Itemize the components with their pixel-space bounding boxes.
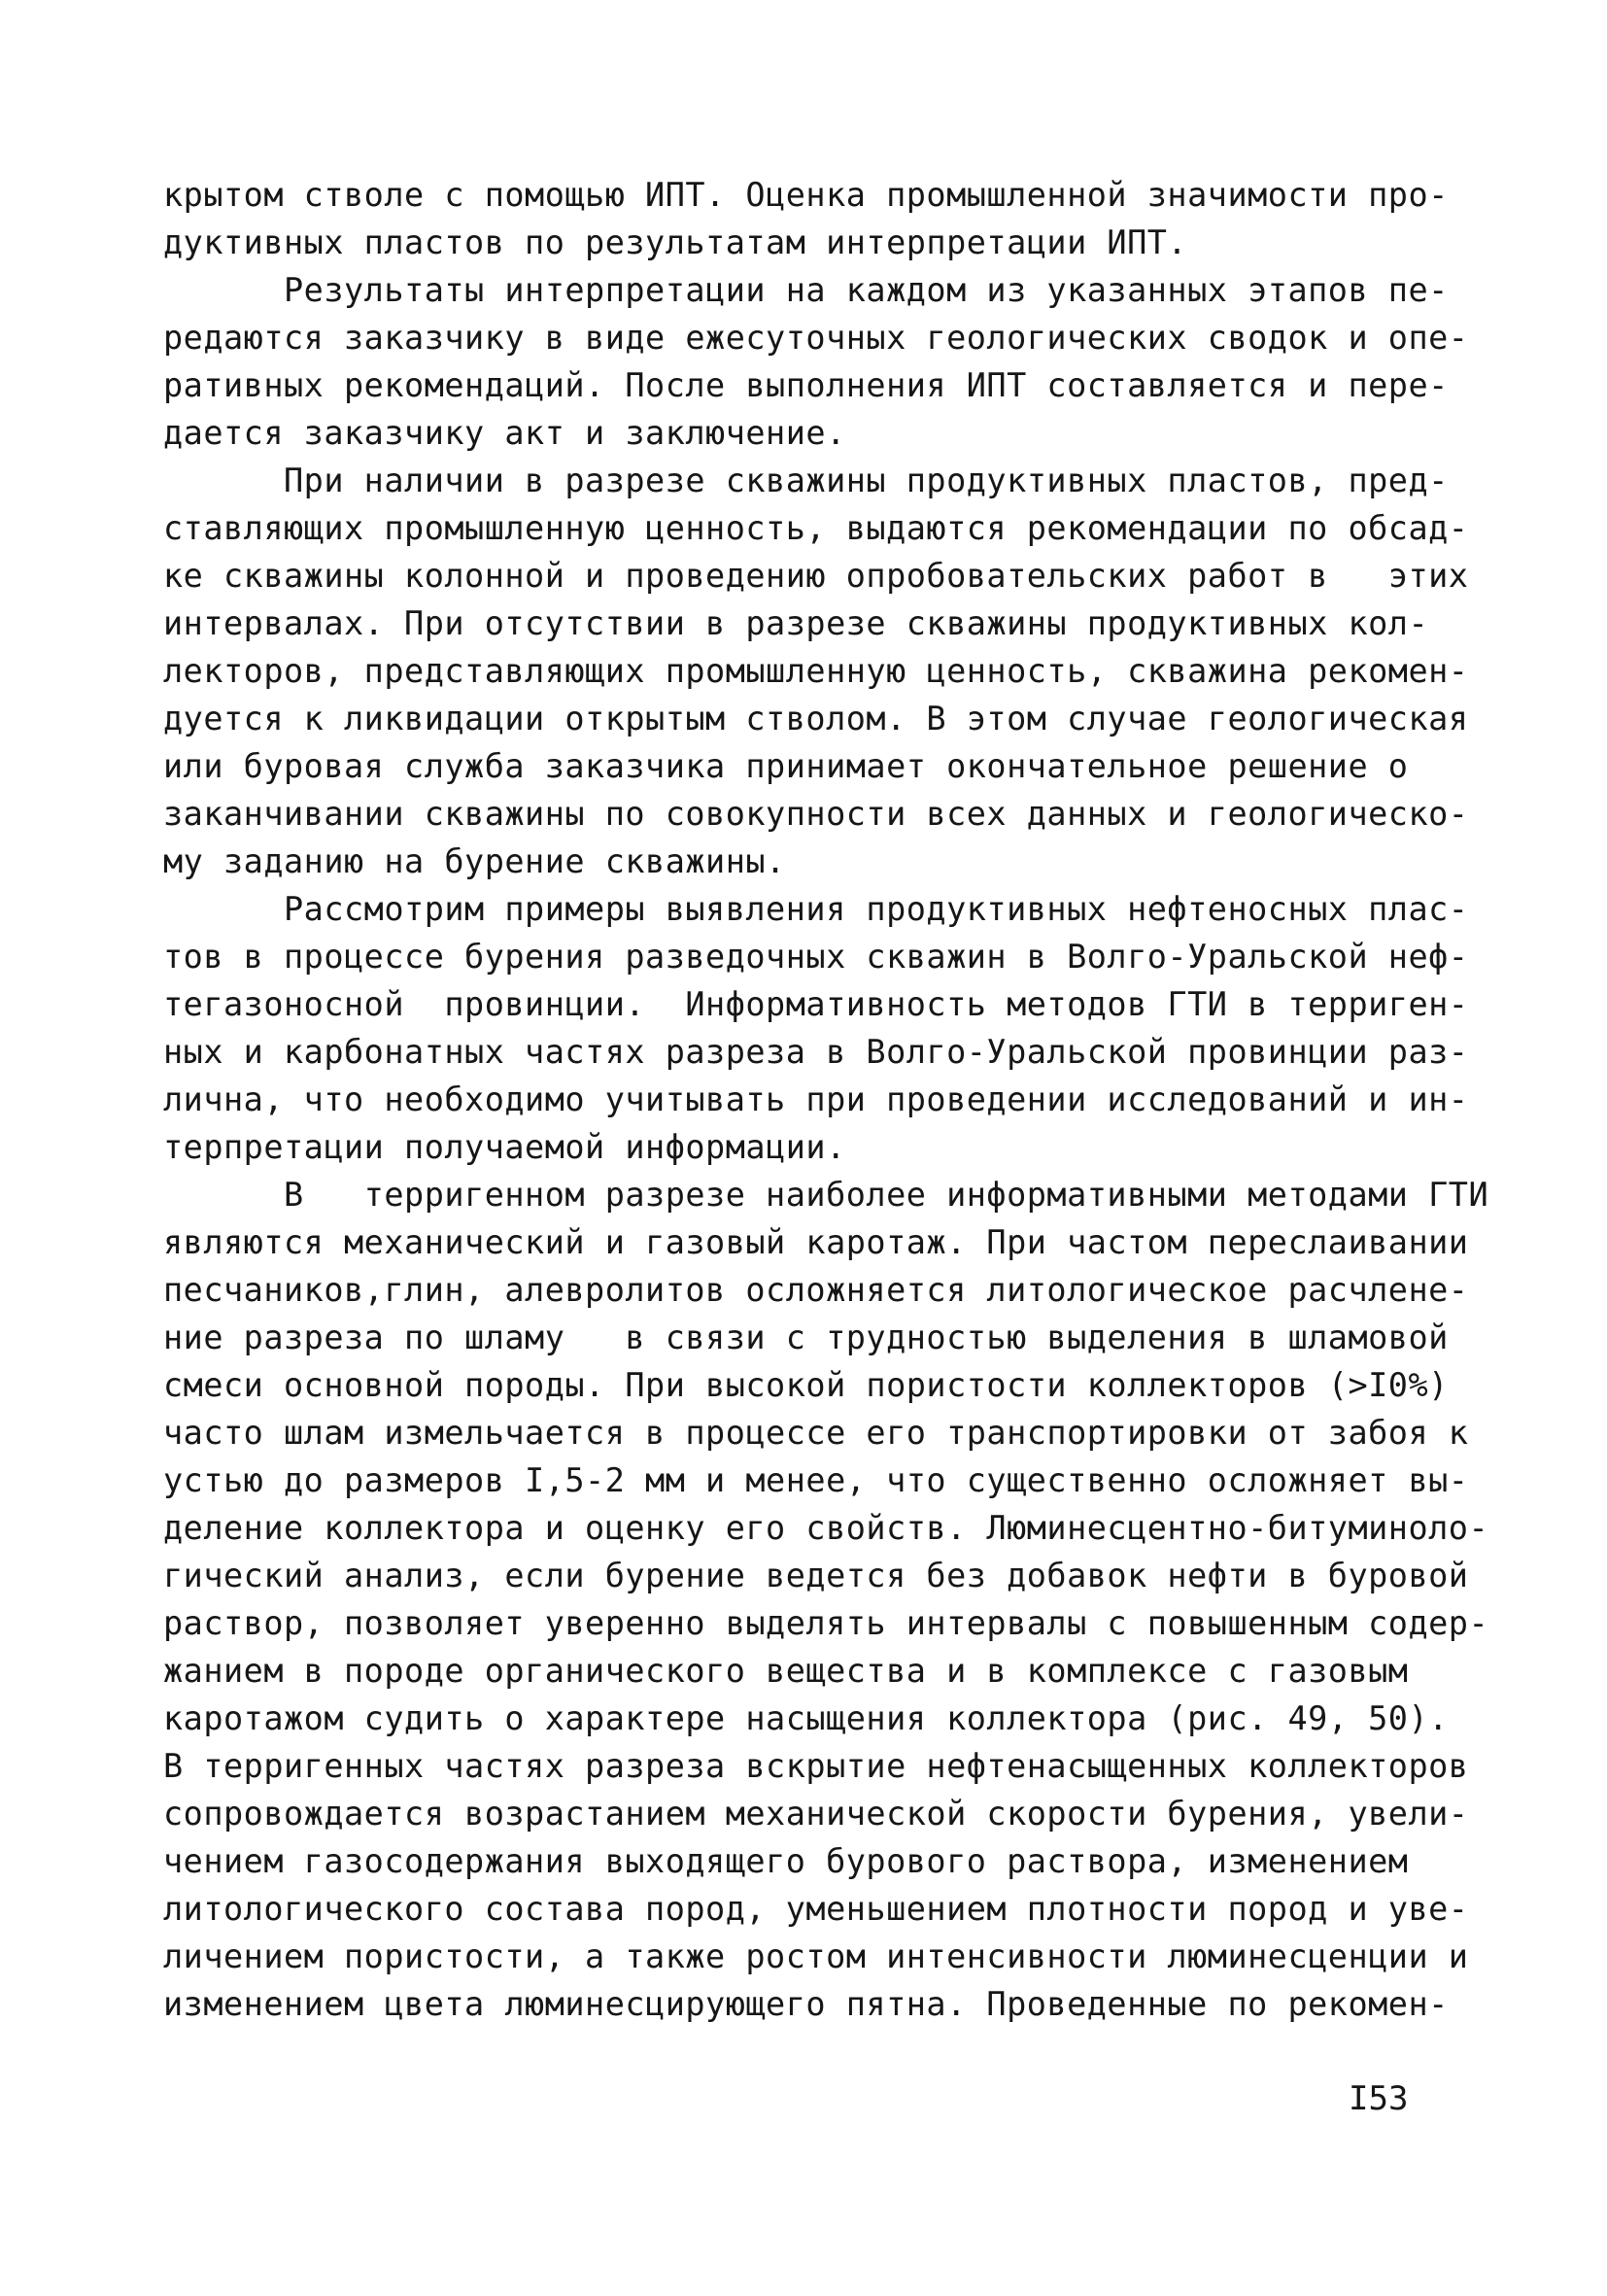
text-line: тегазоносной провинции. Информативность методов ГТИ в терриген- xyxy=(163,985,1469,1023)
text-line: дуется к ликвидации открытым стволом. В этом случае геологическая xyxy=(163,700,1469,737)
text-line: крытом стволе с помощью ИПТ. Оценка промышленной значимости про- xyxy=(163,176,1449,214)
text-line: лична, что необходимо учитывать при проведении исследований и ин- xyxy=(163,1080,1469,1118)
text-line: чением газосодержания выходящего бурового раствора, изменением xyxy=(163,1842,1409,1880)
text-line: раствор, позволяет уверенно выделять интервалы с повышенным содер- xyxy=(163,1604,1489,1642)
text-line: интервалах. При отсутствии в разрезе скважины продуктивных кол- xyxy=(163,604,1429,642)
text-line: личением пористости, а также ростом интенсивности люминесценции и xyxy=(163,1937,1469,1975)
text-line: литологического состава пород, уменьшением плотности пород и уве- xyxy=(163,1890,1469,1928)
text-line: смеси основной породы. При высокой пористости коллекторов (>I0%) xyxy=(163,1366,1449,1404)
text-line: ставляющих промышленную ценность, выдаются рекомендации по обсад- xyxy=(163,509,1469,547)
text-line: являются механический и газовый каротаж. При частом переслаивании xyxy=(163,1223,1469,1261)
text-line: жанием в породе органического вещества и в комплексе с газовым xyxy=(163,1652,1409,1690)
text-line: заканчивании скважины по совокупности всех данных и геологическо- xyxy=(163,795,1469,833)
text-line: Результаты интерпретации на каждом из указанных этапов пе- xyxy=(163,271,1449,309)
text-line: часто шлам измельчается в процессе его транспортировки от забоя к xyxy=(163,1414,1469,1452)
text-line: устью до размеров I,5-2 мм и менее, что существенно осложняет вы- xyxy=(163,1461,1469,1499)
text-line: ние разреза по шламу в связи с трудностью выделения в шламовой xyxy=(163,1319,1449,1356)
text-line: ративных рекомендаций. После выполнения ИПТ составляется и пере- xyxy=(163,366,1449,404)
text-line: Рассмотрим примеры выявления продуктивных нефтеносных плас- xyxy=(163,890,1469,928)
text-line: редаются заказчику в виде ежесуточных геологических сводок и опе- xyxy=(163,319,1469,357)
text-line: В терригенных частях разреза вскрытие нефтенасыщенных коллекторов xyxy=(163,1747,1469,1785)
text-line: изменением цвета люминесцирующего пятна. Проведенные по рекомен- xyxy=(163,1985,1449,2023)
text-line: гический анализ, если бурение ведется без добавок нефти в буровой xyxy=(163,1557,1469,1594)
text-line: дается заказчику акт и заключение. xyxy=(163,414,846,452)
text-line: ных и карбонатных частях разреза в Волго-Уральской провинции раз- xyxy=(163,1033,1469,1071)
text-line: сопровождается возрастанием механической скорости бурения, увели- xyxy=(163,1795,1469,1833)
text-line: лекторов, представляющих промышленную ценность, скважина рекомен- xyxy=(163,652,1469,690)
text-line: дуктивных пластов по результатам интерпретации ИПТ. xyxy=(163,223,1188,261)
text-line: ке скважины колонной и проведению опробовательских работ в этих xyxy=(163,557,1469,595)
text-line: тов в процессе бурения разведочных скважин в Волго-Уральской неф- xyxy=(163,938,1469,976)
text-line: му заданию на бурение скважины. xyxy=(163,842,786,880)
page-number: I53 xyxy=(1349,2079,1409,2118)
text-line: песчаников,глин, алевролитов осложняется литологическое расчлене- xyxy=(163,1271,1469,1309)
body-text xyxy=(163,171,1489,2028)
text-line: При наличии в разрезе скважины продуктивных пластов, пред- xyxy=(163,462,1449,499)
text-line: терпретации получаемой информации. xyxy=(163,1128,846,1166)
text-line: В терригенном разрезе наиболее информативными методами ГТИ xyxy=(163,1176,1489,1214)
text-line: каротажом судить о характере насыщения коллектора (рис. 49, 50). xyxy=(163,1699,1449,1737)
text-line: деление коллектора и оценку его свойств. Люминесцентно-битуминоло- xyxy=(163,1509,1489,1547)
text-line: или буровая служба заказчика принимает окончательное решение о xyxy=(163,747,1409,785)
